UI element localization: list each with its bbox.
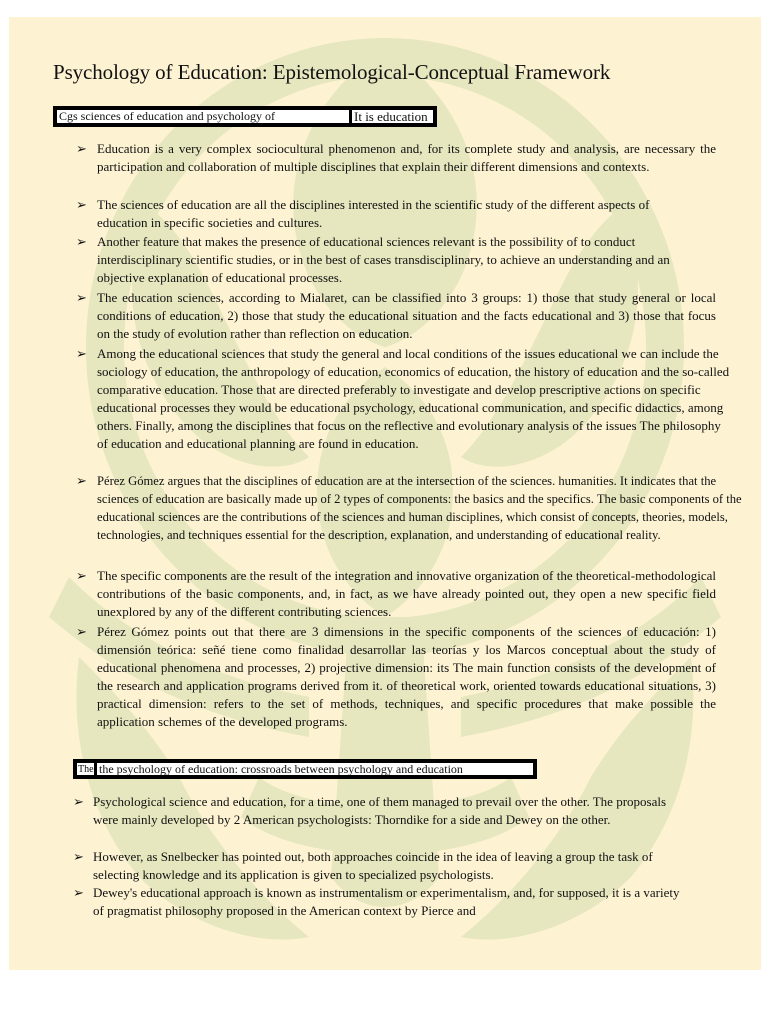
- label-divider: [349, 108, 352, 127]
- section-label-sciences-of-education: [53, 106, 437, 127]
- page-title: Psychology of Education: Epistemological-Conceptual Framework: [53, 60, 611, 84]
- list-item-text: Education is a very complex sociocultural phenomenon and, for its complete study and analysis, are necessary the participation and collaboration of multiple disciplines that explain their different dimensions and contexts.: [97, 141, 716, 174]
- arrow-bullet-icon: ➢: [73, 849, 84, 864]
- label-divider: [94, 761, 97, 779]
- list-item: [76, 472, 744, 544]
- arrow-bullet-icon: ➢: [73, 885, 84, 900]
- section-label-right-text: It is education: [354, 109, 428, 124]
- section-label-right-text: the psychology of education: crossroads between psychology and education: [99, 762, 463, 776]
- list-item-text: However, as Snelbecker has pointed out, both approaches coincide in the idea of leaving a group the task of selecting knowledge and its application is given to specialized psychologists.: [93, 849, 653, 882]
- arrow-bullet-icon: ➢: [76, 568, 87, 583]
- document-page: [9, 17, 761, 970]
- arrow-bullet-icon: ➢: [76, 346, 87, 361]
- list-item-text: Psychological science and education, for a time, one of them managed to prevail over the other. The proposals were mainly developed by 2 American psychologists: Thorndike for a side and Dewey on the other.: [93, 794, 667, 827]
- arrow-bullet-icon: ➢: [76, 473, 87, 488]
- list-item: [76, 567, 716, 621]
- list-item: [76, 233, 716, 287]
- list-item-text: Pérez Gómez points out that there are 3 dimensions in the specific components of the sciences of educación: 1) dimensión teórica: señé tiene como finalidad desarrollar las teorías y los Marcos conceptual about the study of educational phenomena and processes, 2) projective dimension: its The main function consists of the development of the research and application programs derived from it. of theoretical work, oriented towards educational situations, 3) practical dimension: refers to the set of methods, techniques, and specific procedures that make possible the application schemes of the developed programs.: [97, 624, 716, 729]
- list-item-text: Among the educational sciences that study the general and local conditions of the issues educational we can include the sociology of education, the anthropology of education, economics of education, the history of education and the so-called comparative education. Those that are directed preferably to investigate and develop prescriptive actions on specific educational processes they would be educational psychology, educational communication, and specific didactics, among others. Finally, among the disciplines that focus on the reflective and evolutionary analysis of the issues The philosophy of education and educational planning are found in education.: [97, 346, 730, 451]
- list-item-text: The sciences of education are all the disciplines interested in the scientific study of the different aspects of education in specific societies and cultures.: [97, 197, 650, 230]
- arrow-bullet-icon: ➢: [73, 794, 84, 809]
- section-label-left-text: The: [78, 764, 94, 775]
- section-label-left-text: Cgs sciences of education and psychology of: [59, 109, 275, 123]
- arrow-bullet-icon: ➢: [76, 141, 87, 156]
- arrow-bullet-icon: ➢: [76, 197, 87, 212]
- list-item: [76, 289, 716, 343]
- list-item: [76, 623, 716, 731]
- list-item: [73, 793, 673, 829]
- section-label-crossroads: [73, 759, 537, 779]
- list-item-text: Another feature that makes the presence of educational sciences relevant is the possibility of to conduct interdisciplinary scientific studies, or in the best of cases transdisciplinary, to achieve an understanding and an objective explanation of educational processes.: [97, 234, 670, 285]
- arrow-bullet-icon: ➢: [76, 290, 87, 305]
- list-item-text: The specific components are the result of the integration and innovative organization of the theoretical-methodological contributions of the basic components, and, in fact, as we have already pointed out, they open a new specific field unexplored by any of the different contributing sciences.: [97, 568, 716, 619]
- list-item: [76, 140, 716, 176]
- list-item-text: The education sciences, according to Mialaret, can be classified into 3 groups: 1) those that study general or local conditions of education, 2) those that study the educational situation and the facts educational and 3) those that focus on the study of evolution rather than reflection on education.: [97, 290, 716, 341]
- arrow-bullet-icon: ➢: [76, 234, 87, 249]
- list-item-text: Pérez Gómez argues that the disciplines of education are at the intersection of the sciences. humanities. It indicates that the sciences of education are basically made up of 2 types of components: the basics and the specifics. The basic components of the educational sciences are the contributions of the sciences and human disciplines, which consist of concepts, theories, models, technologies, and techniques essential for the description, explanation, and understanding of educational reality.: [97, 474, 742, 542]
- list-item: [73, 848, 673, 884]
- list-item: [76, 345, 732, 453]
- list-item: [76, 196, 716, 232]
- arrow-bullet-icon: ➢: [76, 624, 87, 639]
- list-item: [73, 884, 693, 920]
- list-item-text: Dewey's educational approach is known as instrumentalism or experimentalism, and, for supposed, it is a variety of pragmatist philosophy proposed in the American context by Pierce and: [93, 885, 680, 918]
